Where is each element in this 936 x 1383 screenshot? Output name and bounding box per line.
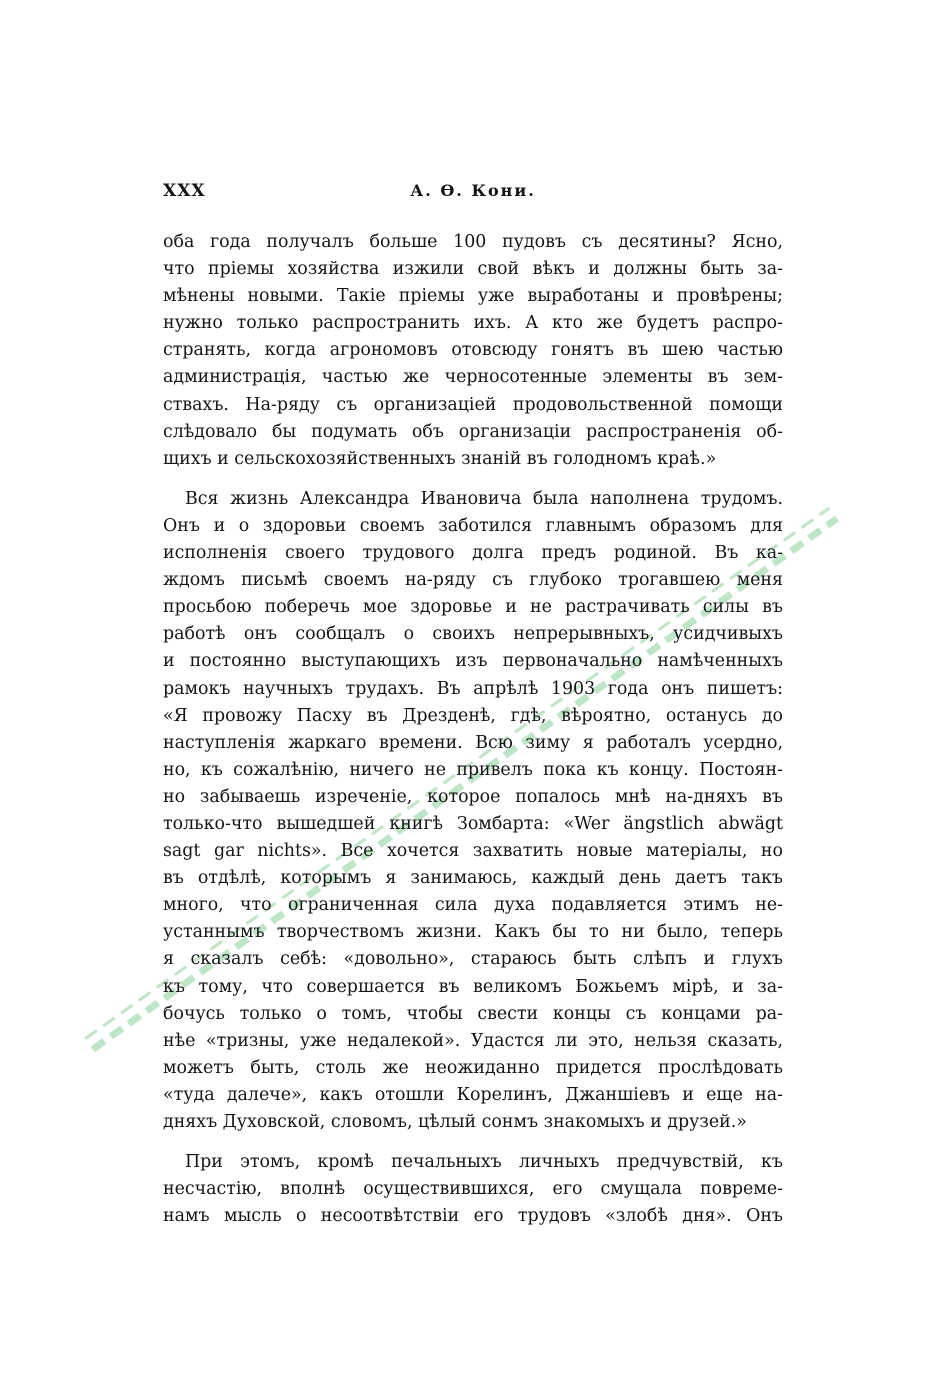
running-title: А. Ѳ. Кони. xyxy=(410,181,536,200)
text-line: просьбою поберечь мое здоровье и не растрачивать силы въ xyxy=(163,597,783,618)
text-line: но, къ сожалѣнію, ничего не привелъ пока къ концу. Постоян- xyxy=(163,759,783,780)
text-line: При этомъ, кромѣ печальныхъ личныхъ предчувствій, къ xyxy=(185,1152,783,1173)
text-line: устаннымъ творчествомъ жизни. Какъ бы то ни было, теперь xyxy=(163,922,783,943)
text-line: Онъ и о здоровьи своемъ заботился главнымъ образомъ для xyxy=(163,515,783,536)
text-line: въ отдѣлѣ, которымъ я занимаюсь, каждый день даетъ такъ xyxy=(163,868,783,889)
text-line: намъ мысль о несоотвѣтствіи его трудовъ «злобѣ дня». Онъ xyxy=(163,1206,783,1227)
text-line: исполненія своего трудового долга предъ родиной. Въ ка- xyxy=(163,543,783,564)
paragraph xyxy=(163,486,783,1136)
text-line: Вся жизнь Александра Ивановича была наполнена трудомъ. xyxy=(185,488,783,509)
text-line: дняхъ Духовской, словомъ, цѣлый сонмъ знакомыхъ и друзей.» xyxy=(163,1112,747,1132)
text-line: бочусь только о томъ, чтобы свести концы съ концами ра- xyxy=(163,1003,783,1024)
text-line: много, что ограниченная сила духа подавляется этимъ не- xyxy=(163,895,783,916)
text-line: ждомъ письмѣ своемъ на-ряду съ глубоко трогавшею меня xyxy=(163,570,783,591)
text-line: «туда далече», какъ отошли Корелинъ, Джаншіевъ и еще на- xyxy=(163,1084,783,1105)
text-line: sagt gar nichts». Все хочется захватить новые матеріалы, но xyxy=(163,841,783,862)
text-line: мѣнены новыми. Такіе пріемы уже выработаны и провѣрены; xyxy=(163,286,783,307)
text-line: я сказалъ себѣ: «довольно», стараюсь быть слѣпъ и глухъ xyxy=(163,949,783,970)
text-line: нужно только распространить ихъ. А кто же будетъ распро- xyxy=(163,313,783,334)
text-line: только-что вышедшей книгѣ Зомбарта: «Wer ängstlich abwägt xyxy=(163,813,783,834)
text-line: можетъ быть, столь же неожиданно придется прослѣдовать xyxy=(163,1057,783,1078)
text-line: и постоянно выступающихъ изъ первоначально намѣченныхъ xyxy=(163,651,783,672)
running-header xyxy=(163,181,783,205)
text-line: но забываешь изреченіе, которое попалось мнѣ на-дняхъ въ xyxy=(163,786,783,807)
body-text xyxy=(163,229,783,1243)
text-line: администрація, частью же черносотенные элементы въ зем- xyxy=(163,367,783,388)
text-line: нѣе «тризны, уже недалекой». Удастся ли это, нельзя сказать, xyxy=(163,1030,783,1051)
text-line: наступленія жаркаго времени. Всю зиму я работалъ усердно, xyxy=(163,732,783,753)
text-line: слѣдовало бы подумать объ организаціи распространенія об- xyxy=(163,421,783,442)
text-line: несчастію, вполнѣ осуществившихся, его смущала повреме- xyxy=(163,1179,783,1200)
paragraph xyxy=(163,1149,783,1230)
text-line: къ тому, что совершается въ великомъ Божьемъ мірѣ, и за- xyxy=(163,976,783,997)
text-line: рамокъ научныхъ трудахъ. Въ апрѣлѣ 1903 года онъ пишетъ: xyxy=(163,678,783,699)
text-line: оба года получалъ больше 100 пудовъ съ десятины? Ясно, xyxy=(163,232,783,252)
text-line: ствахъ. На-ряду съ организаціей продовольственной помощи xyxy=(163,394,783,415)
paragraph xyxy=(163,229,783,473)
text-line: щихъ и сельскохозяйственныхъ знаній въ голодномъ краѣ.» xyxy=(163,448,717,469)
text-line: «Я провожу Пасху въ Дрезденѣ, гдѣ, вѣроятно, останусь до xyxy=(163,705,783,726)
text-line: странять, когда агрономовъ отовсюду гонятъ въ шею частью xyxy=(163,340,783,361)
page-number: XXX xyxy=(163,181,206,201)
text-line: работѣ онъ сообщалъ о своихъ непрерывныхъ, усидчивыхъ xyxy=(163,624,783,645)
text-line: что пріемы хозяйства изжили свой вѣкъ и должны быть за- xyxy=(163,259,783,280)
